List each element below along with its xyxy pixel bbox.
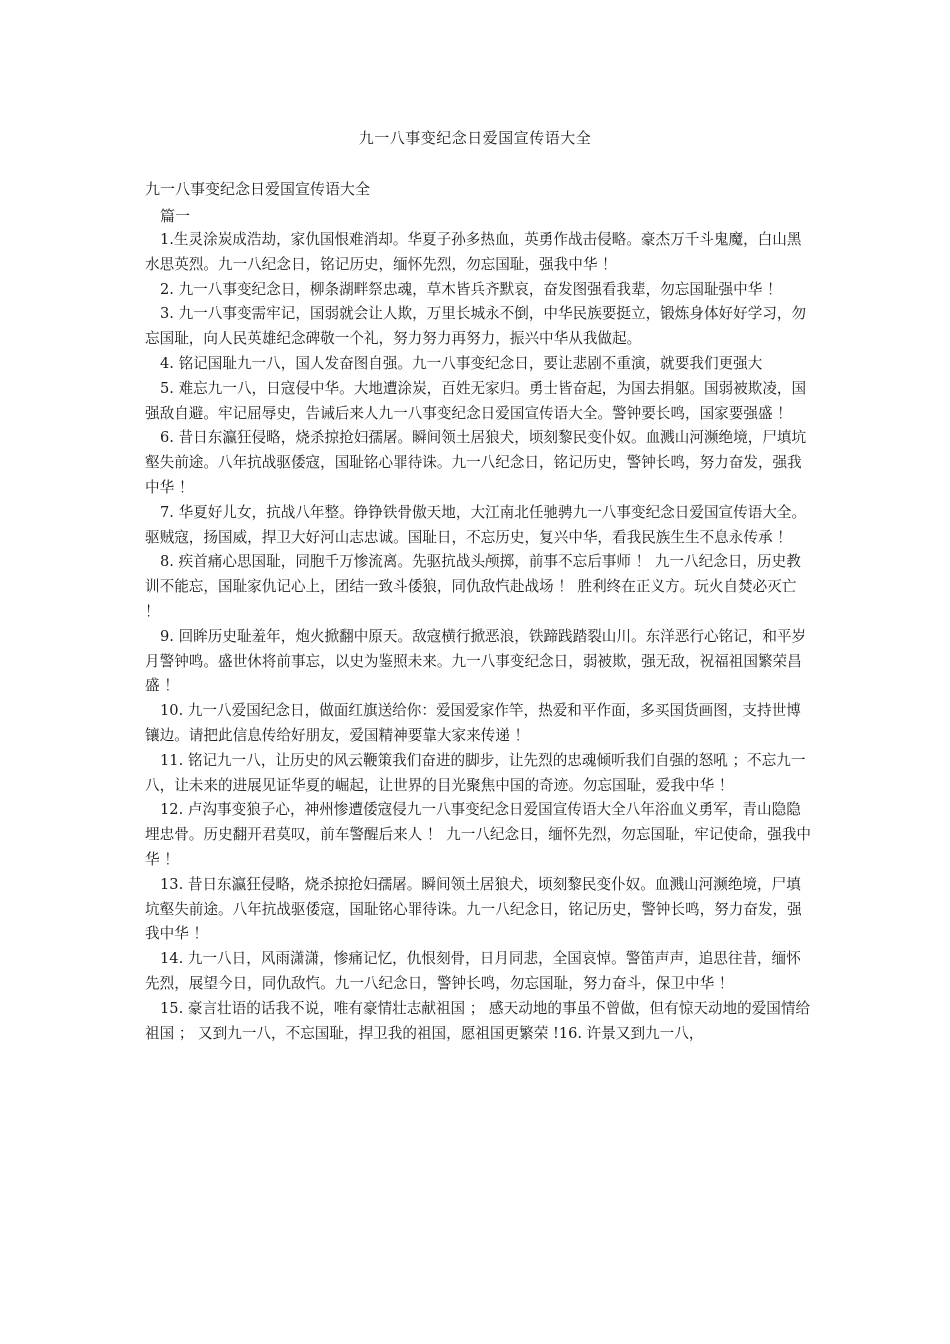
list-item: 7. 华夏好儿女，抗战八年整。铮铮铁骨傲天地，大江南北任驰骋九一八事变纪念日爱国宣传语大全。驱贼寇，扬国威，捍卫大好河山志忠诚。国耻日，不忘历史，复兴中华，看我民族生生不息永传承 ！	[145, 503, 807, 546]
document-title: 九一八事变纪念日爱国宣传语大全	[358, 129, 592, 147]
document-body	[145, 228, 813, 1046]
list-item: 1.生灵涂炭成浩劫，家仇国恨难消却。华夏子孙多热血，英勇作战击侵略。豪杰万千斗鬼魔，白山黑水思英烈。九一八纪念日，铭记历史，缅怀先烈，勿忘国耻，强我中华 ！	[145, 231, 802, 273]
list-item: 3. 九一八事变需牢记，国弱就会让人欺，万里长城永不倒，中华民族要挺立，锻炼身体好好学习，勿忘国耻，向人民英雄纪念碑敬一个礼，努力努力再努力，振兴中华从我做起。	[145, 305, 807, 348]
list-item: 9. 回眸历史耻羞年，炮火掀翻中原天。敌寇横行掀恶浪，铁蹄践踏裂山川。东洋恶行心铭记，和平岁月警钟鸣。盛世休将前事忘，以史为鉴照未来。九一八事变纪念日，弱被欺，强无敌，祝福祖国繁荣昌盛 ！	[145, 627, 807, 695]
list-item: 13. 昔日东瀛狂侵略，烧杀掠抢妇孺屠。瞬间领土居狼犬，顷刻黎民变仆奴。血溅山河濒绝境，尸填坑壑失前途。八年抗战驱倭寇，国耻铭心罪待诛。九一八纪念日，铭记历史，警钟长鸣，努力奋发，强我中华 ！	[145, 875, 802, 943]
list-item: 8. 疾首痛心思国耻，同胞千万惨流离。先驱抗战头颅掷，前事不忘后事师 ！ 九一八纪念日，历史教训不能忘，国耻家仇记心上，团结一致斗倭狼，同仇敌忾赴战场 ！ 胜利终在正义方。玩火自焚必灭亡 ！	[145, 553, 801, 620]
list-item: 12. 卢沟事变狼子心，神州惨遭倭寇侵九一八事变纪念日爱国宣传语大全八年浴血义勇军，青山隐隐埋忠骨。历史翻开君莫叹，前车警醒后来人 ！ 九一八纪念日，缅怀先烈，勿忘国耻，牢记使命，强我中华 ！	[145, 801, 812, 868]
list-item: 14. 九一八日，风雨潇潇，惨痛记忆，仇恨刻骨，日月同悲，全国哀悼。警笛声声，追思往昔，缅怀先烈，展望今日，同仇敌忾。九一八纪念日，警钟长鸣，勿忘国耻，努力奋斗，保卫中华 ！	[145, 950, 801, 992]
list-item: 10. 九一八爱国纪念日，做面红旗送给你：爱国爱家作竿，热爱和平作面，多买国货画图，支持世博镶边。请把此信息传给好朋友，爱国精神要靠大家来传递 ！	[145, 702, 801, 744]
list-item: 15. 豪言壮语的话我不说，唯有豪情壮志献祖国 ； 感天动地的事虽不曾做，但有惊天动地的爱国情给祖国 ； 又到九一八，不忘国耻，捍卫我的祖国，愿祖国更繁荣 !16. 许景又到九一八，	[145, 999, 811, 1042]
list-item: 11. 铭记九一八，让历史的风云鞭策我们奋进的脚步，让先烈的忠魂倾听我们自强的怒吼 ；不忘九一八，让未来的进展见证华夏的崛起，让世界的目光聚焦中国的奇迹。勿忘国耻，爱我中华 ！	[145, 751, 806, 794]
list-item: 4. 铭记国耻九一八，国人发奋图自强。九一八事变纪念日，要让悲剧不重演，就要我们更强大	[160, 354, 763, 372]
list-item: 6. 昔日东瀛狂侵略，烧杀掠抢妇孺屠。瞬间领土居狼犬，顷刻黎民变仆奴。血溅山河濒绝境，尸填坑壑失前途。八年抗战驱倭寇，国耻铭心罪待诛。九一八纪念日，铭记历史，警钟长鸣，努力奋发，强我中华 ！	[145, 429, 807, 496]
list-item: 5. 难忘九一八，日寇侵中华。大地遭涂炭，百姓无家归。勇士皆奋起，为国去捐躯。国弱被欺凌，国强敌自避。牢记屈辱史，告诫后来人九一八事变纪念日爱国宣传语大全。警钟要长鸣，国家要强盛 ！	[145, 379, 807, 422]
section-heading: 篇一	[160, 207, 191, 225]
list-item: 2. 九一八事变纪念日，柳条湖畔祭忠魂，草木皆兵齐默哀，奋发图强看我辈，勿忘国耻强中华 ！	[160, 280, 782, 298]
document-subtitle: 九一八事变纪念日爱国宣传语大全	[145, 180, 371, 198]
